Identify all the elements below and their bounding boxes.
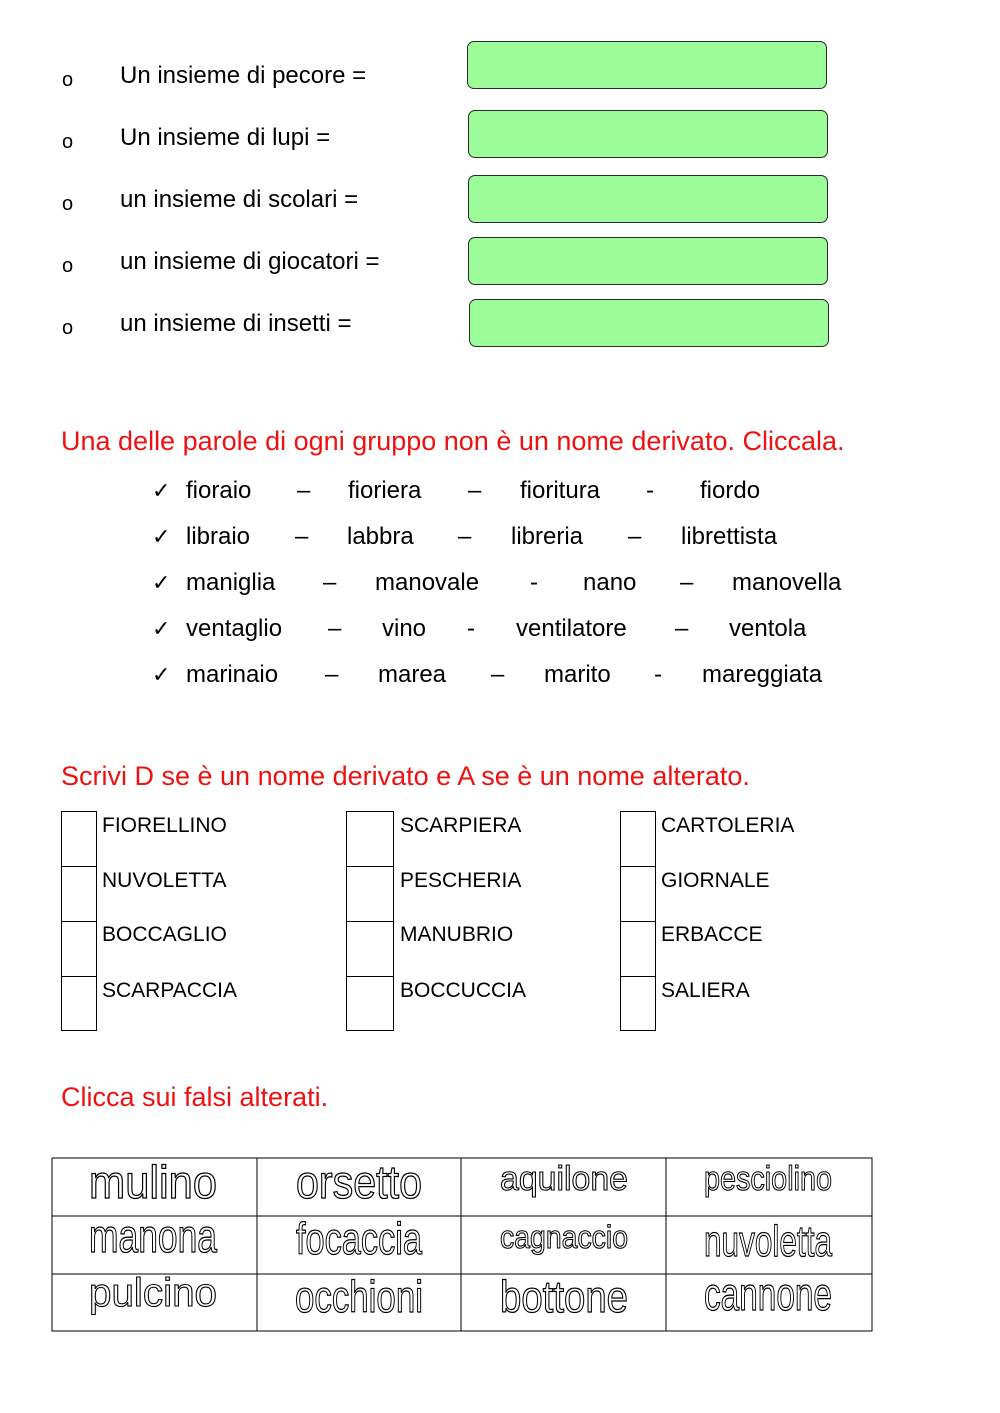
word-option[interactable]: marinaio: [186, 661, 279, 688]
word-option[interactable]: maniglia: [186, 569, 276, 596]
word-option[interactable]: manovale: [375, 569, 480, 596]
word-cell[interactable]: manona: [89, 1211, 218, 1263]
classify-word: SALIERA: [661, 979, 750, 1002]
separator: -: [467, 615, 475, 642]
separator: –: [323, 569, 337, 596]
word-option[interactable]: fioraio: [186, 477, 252, 504]
word-option[interactable]: fioriera: [348, 477, 422, 504]
bullet: o: [62, 255, 74, 277]
classify-word: CARTOLERIA: [661, 814, 795, 837]
separator: -: [530, 569, 538, 596]
word-cell[interactable]: focaccia: [296, 1213, 423, 1264]
separator: –: [680, 569, 694, 596]
classify-word: NUVOLETTA: [102, 869, 227, 892]
word-cell[interactable]: mulino: [89, 1157, 217, 1209]
separator: –: [675, 615, 689, 642]
check-icon: ✓: [152, 570, 171, 595]
word-option[interactable]: marea: [378, 661, 447, 688]
separator: -: [646, 477, 654, 504]
word-cell[interactable]: aquilone: [500, 1160, 628, 1198]
word-cell[interactable]: occhioni: [295, 1271, 423, 1322]
separator: -: [654, 661, 662, 688]
bullet: o: [62, 317, 74, 339]
word-option[interactable]: vino: [382, 615, 427, 642]
separator: –: [491, 661, 505, 688]
classify-word: GIORNALE: [661, 869, 770, 892]
word-option[interactable]: nano: [583, 569, 637, 596]
question-label: Un insieme di lupi =: [120, 124, 331, 151]
classify-word: BOCCAGLIO: [102, 923, 227, 946]
word-option[interactable]: librettista: [681, 523, 778, 550]
separator: –: [458, 523, 472, 550]
word-option[interactable]: fioritura: [520, 477, 601, 504]
classify-word: MANUBRIO: [400, 923, 514, 946]
separator: –: [295, 523, 309, 550]
word-cell[interactable]: nuvoletta: [704, 1216, 833, 1266]
classify-word: SCARPIERA: [400, 814, 522, 837]
word-option[interactable]: ventaglio: [186, 615, 283, 642]
separator: –: [468, 477, 482, 504]
separator: –: [628, 523, 642, 550]
check-icon: ✓: [152, 616, 171, 641]
derived-heading: Una delle parole di ogni gruppo non è un nome derivato. Cliccala.: [61, 426, 845, 456]
question-label: un insieme di giocatori =: [120, 248, 380, 275]
classify-word: FIORELLINO: [102, 814, 227, 837]
word-cell[interactable]: cagnaccio: [500, 1219, 628, 1255]
word-option[interactable]: fiordo: [700, 477, 761, 504]
word-cell[interactable]: pesciolino: [704, 1160, 832, 1198]
word-cell[interactable]: cannone: [704, 1269, 832, 1321]
word-option[interactable]: mareggiata: [702, 661, 823, 688]
question-label: un insieme di scolari =: [120, 186, 359, 213]
word-option[interactable]: ventola: [729, 615, 807, 642]
bullet: o: [62, 131, 74, 153]
classify-word: PESCHERIA: [400, 869, 522, 892]
bullet: o: [62, 69, 74, 91]
word-option[interactable]: libraio: [186, 523, 251, 550]
separator: –: [325, 661, 339, 688]
classify-word: BOCCUCCIA: [400, 979, 527, 1002]
word-cell[interactable]: bottone: [500, 1271, 628, 1322]
classify-word: ERBACCE: [661, 923, 763, 946]
word-option[interactable]: labbra: [347, 523, 414, 550]
word-option[interactable]: ventilatore: [516, 615, 627, 642]
separator: –: [297, 477, 311, 504]
classify-heading: Scrivi D se è un nome derivato e A se è un nome alterato.: [61, 761, 750, 791]
word-option[interactable]: marito: [544, 661, 611, 688]
classify-word: SCARPACCIA: [102, 979, 237, 1002]
question-label: Un insieme di pecore =: [120, 62, 367, 89]
check-icon: ✓: [152, 524, 171, 549]
word-option[interactable]: manovella: [732, 569, 842, 596]
word-option[interactable]: libreria: [511, 523, 584, 550]
separator: –: [328, 615, 342, 642]
question-label: un insieme di insetti =: [120, 310, 352, 337]
check-icon: ✓: [152, 478, 171, 503]
word-cell[interactable]: orsetto: [296, 1157, 422, 1209]
false-altered-heading: Clicca sui falsi alterati.: [61, 1082, 329, 1112]
check-icon: ✓: [152, 662, 171, 687]
word-cell[interactable]: pulcino: [89, 1271, 217, 1315]
bullet: o: [62, 193, 74, 215]
